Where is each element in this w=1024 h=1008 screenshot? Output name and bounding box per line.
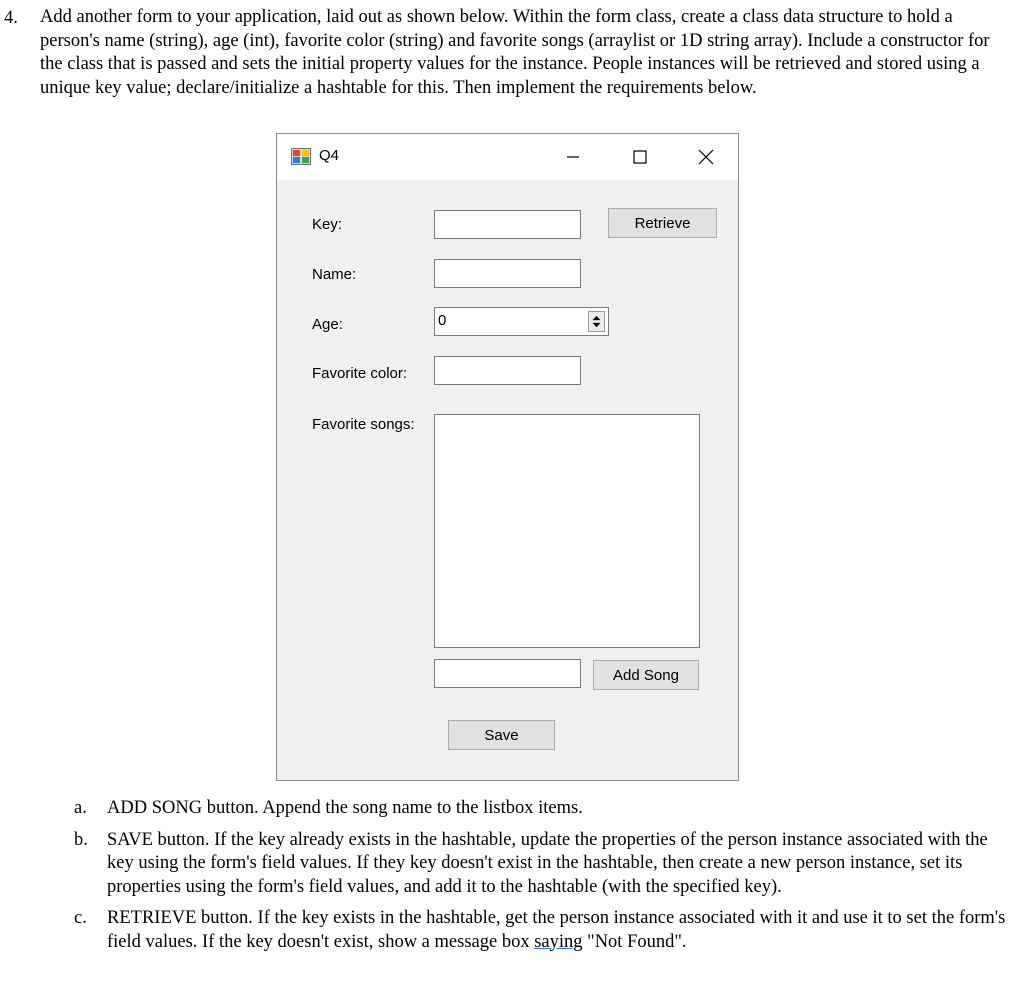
key-input[interactable] [434,210,581,239]
form-app-icon [291,148,311,165]
retrieve-button[interactable]: Retrieve [608,208,717,238]
age-value: 0 [438,312,447,329]
close-button[interactable] [684,142,728,172]
favorite-color-label: Favorite color: [312,365,408,382]
name-label: Name: [312,266,357,283]
question-text: Add another form to your application, laid out as shown below. Within the form class, create a class data structure to hold a person's name (string), age (int), favorite color (string) and favorite songs (arraylist or 1D string array). Include a constructor for the class that is passed and sets the initial property values for the instance. People instances will be retrieved and stored using a unique key value; declare/initialize a hashtable for this. Then implement the requirements below. [40,7,990,98]
maximize-button[interactable] [618,142,662,172]
close-icon [698,149,714,165]
add-song-button[interactable]: Add Song [593,660,699,690]
underlined-word: saying [534,931,583,952]
q4-form-window [276,133,739,781]
save-button[interactable]: Save [448,720,555,750]
minimize-button[interactable] [551,142,595,172]
favorite-songs-label: Favorite songs: [312,416,415,433]
spinner-arrows-icon[interactable] [588,311,605,332]
key-label: Key: [312,216,343,233]
question-number: 4. [4,8,18,28]
age-label: Age: [312,316,343,333]
minimize-icon [566,150,580,164]
name-input[interactable] [434,259,581,288]
window-title: Q4 [319,147,340,164]
favorite-songs-listbox[interactable] [434,414,700,648]
age-numeric-updown[interactable] [434,307,609,336]
favorite-color-input[interactable] [434,356,581,385]
title-bar [277,134,738,180]
requirement-b: b. SAVE button. If the key already exists in the hashtable, update the properties of the person instance associated with the key using the form's field values. If they key doesn't exist in the hashtable, then create a new person instance, set its properties using the form's field values, and add it to the hashtable (with the specified key). [74,829,988,897]
requirement-a: a. ADD SONG button. Append the song name to the listbox items. [74,798,583,818]
maximize-icon [633,150,647,164]
requirement-c: c. RETRIEVE button. If the key exists in the hashtable, get the person instance associated with it and use it to set the form's field values. If the key doesn't exist, show a message box saying "Not Found". [74,908,1006,952]
song-input[interactable] [434,659,581,688]
requirements-list [74,797,1014,962]
